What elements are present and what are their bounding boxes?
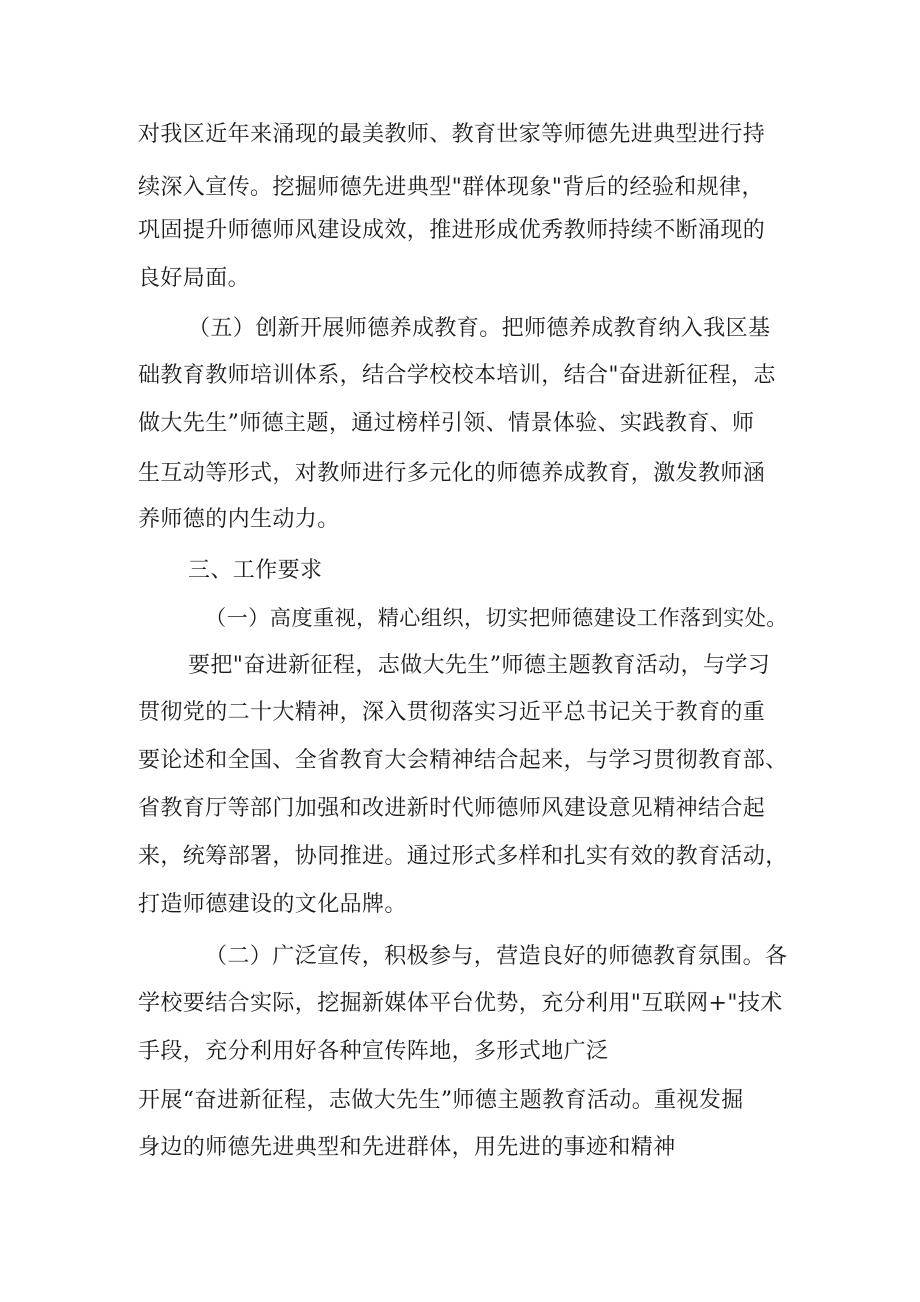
section-heading: 三、工作要求 — [188, 558, 323, 583]
text-line: 对我区近年来涌现的最美教师、教育世家等师德先进典型进行持 — [138, 122, 766, 147]
text-line: 要论述和全国、全省教育大会精神结合起来，与学习贯彻教育部、 — [138, 748, 788, 773]
text-line: 生互动等形式，对教师进行多元化的师德养成教育，激发教师涵 — [138, 461, 766, 486]
text-line: 做大先生”师德主题，通过榜样引领、情景体验、实践教育、师 — [138, 411, 755, 436]
text-line: 省教育厅等部门加强和改进新时代师德师风建设意见精神结合起 — [138, 796, 766, 821]
text-line: 续深入宣传。挖掘师德先进典型"群体现象"背后的经验和规律， — [138, 175, 764, 200]
text-line: 学校要结合实际，挖掘新媒体平台优势，充分利用"互联网+"技术 — [138, 991, 783, 1016]
text-line: 要把"奋进新征程，志做大先生”师德主题教育活动，与学习 — [188, 653, 771, 678]
text-line: 养师德的内生动力。 — [138, 507, 340, 532]
text-line: 贯彻党的二十大精神，深入贯彻落实习近平总书记关于教育的重 — [138, 700, 766, 725]
text-line: 手段，充分利用好各种宣传阵地，多形式地广泛 — [138, 1039, 609, 1064]
text-line: 础教育教师培训体系，结合学校校本培训，结合"奋进新征程，志 — [138, 363, 776, 388]
text-line: 打造师德建设的文化品牌。 — [138, 892, 407, 917]
text-line: 良好局面。 — [138, 266, 251, 291]
text-line: 巩固提升师德师风建设成效，推进形成优秀教师持续不断涌现的 — [138, 218, 766, 243]
text-line: 身边的师德先进典型和先进群体，用先进的事迹和精神 — [138, 1135, 676, 1160]
subsection-heading-2: （二）广泛宣传，积极参与，营造良好的师德教育氛围。各 — [205, 944, 788, 969]
paragraph-heading-5: （五）创新开展师德养成教育。把师德养成教育纳入我区基 — [188, 316, 771, 341]
text-line: 来，统筹部署，协同推进。通过形式多样和扎实有效的教育活动， — [138, 844, 788, 869]
subsection-heading-1: （一）高度重视，精心组织，切实把师德建设工作落到实处。 — [205, 605, 788, 630]
text-line: 开展“奋进新征程，志做大先生”师德主题教育活动。重视发掘 — [138, 1088, 744, 1113]
